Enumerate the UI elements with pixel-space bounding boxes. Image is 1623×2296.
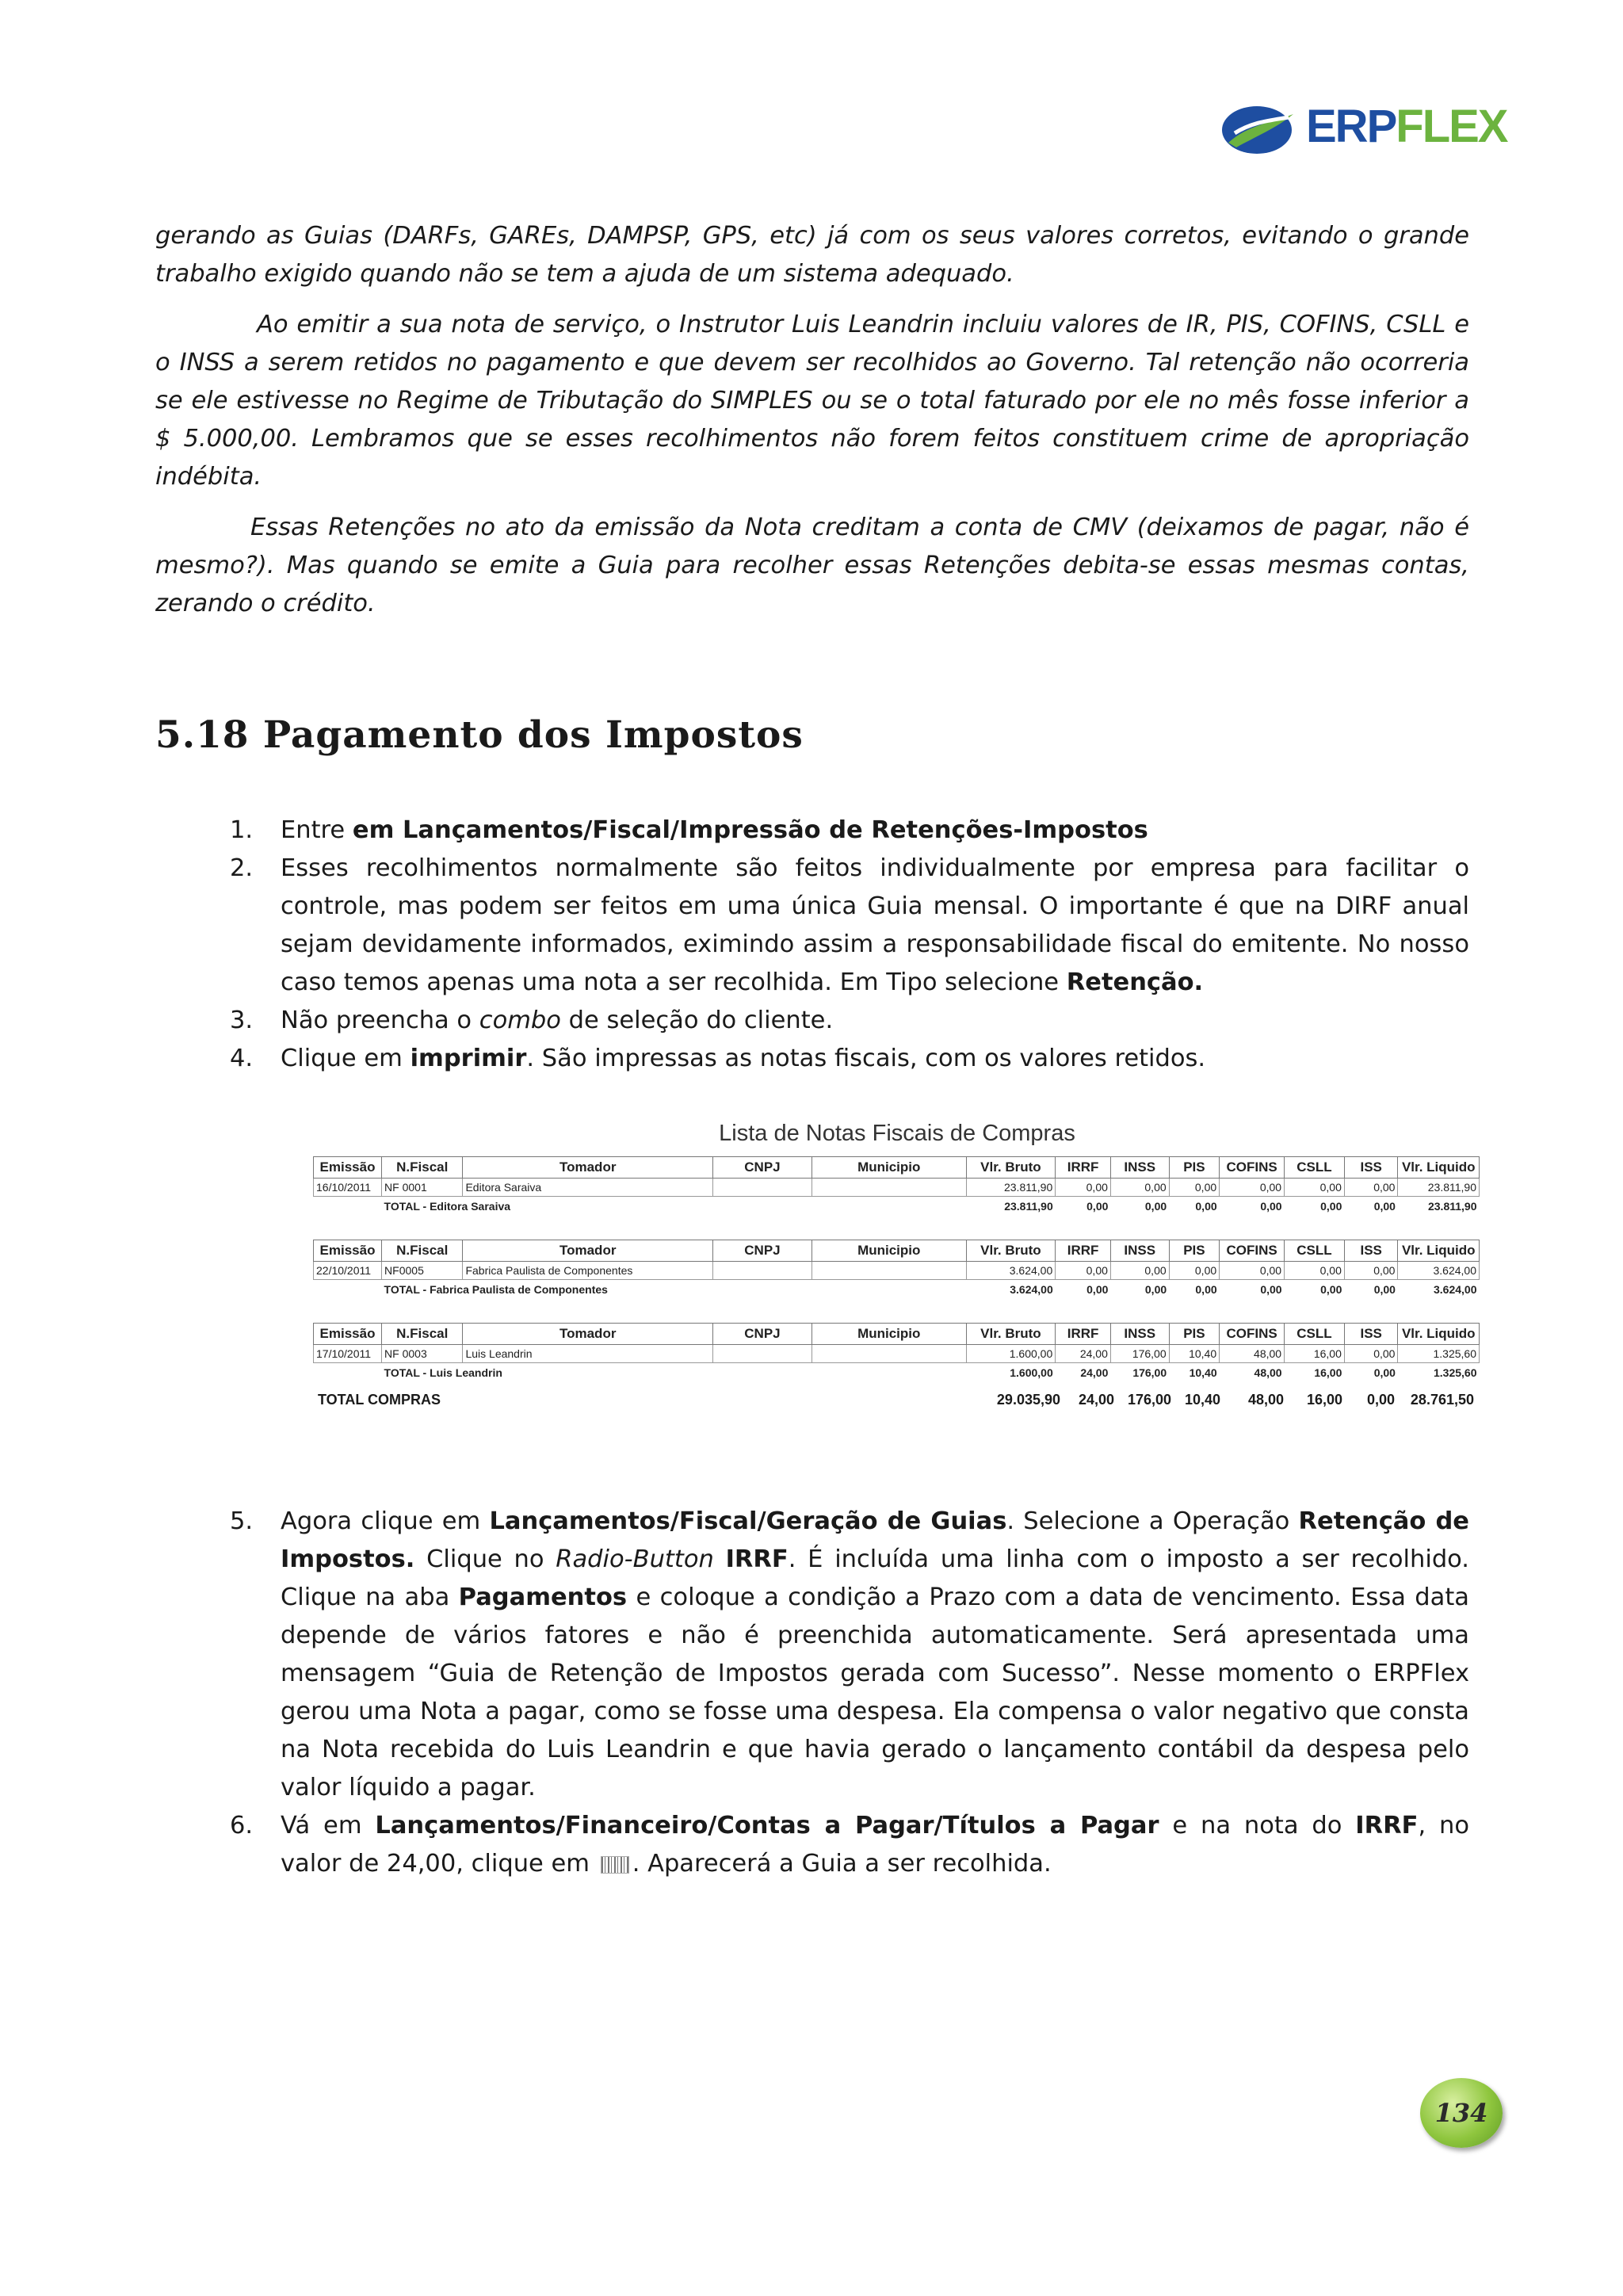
column-header: Emissão <box>314 1240 382 1262</box>
menu-path: Lançamentos/Financeiro/Contas a Pagar/Títulos a Pagar <box>375 1812 1159 1839</box>
table-cell: 0,00 <box>1169 1179 1220 1197</box>
operation-label: Retenção de Impostos. <box>281 1507 1469 1573</box>
group-total-cell: 1.600,00 <box>1010 1366 1053 1379</box>
table-cell <box>712 1262 812 1280</box>
group-total-cell: 0,00 <box>1260 1200 1282 1213</box>
table-cell: 0,00 <box>1056 1179 1111 1197</box>
table-cell: 3.624,00 <box>966 1262 1056 1280</box>
table-cell: 0,00 <box>1169 1262 1220 1280</box>
column-header: ISS <box>1344 1324 1398 1345</box>
erpflex-swoosh-icon <box>1220 101 1300 157</box>
table-cell: 23.811,90 <box>1398 1179 1480 1197</box>
step-text: e coloque a condição a Prazo com a data de vencimento. Essa data depende de vários fatores e não é preenchida automaticamente. Será apresentada uma mensagem “Guia de Retenção de Impostos gerada com Sucesso”. Nesse momento o ERPFlex gerou uma Nota a pagar, como se fosse uma despesa. Ela compensa o valor negativo que consta na Nota recebida do Luis Leandrin e que havia gerado o lançamento contábil da despesa pelo valor líquido a pagar. <box>281 1584 1469 1801</box>
table-cell: Luis Leandrin <box>463 1345 713 1363</box>
report-table <box>313 1156 1480 1216</box>
group-total-cell: 0,00 <box>1260 1283 1282 1296</box>
column-header: Tomador <box>463 1240 713 1262</box>
column-header: CNPJ <box>712 1157 812 1179</box>
group-total-cell: 0,00 <box>1086 1283 1109 1296</box>
table-cell: 22/10/2011 <box>314 1262 382 1280</box>
group-total-label: TOTAL - Editora Saraiva <box>384 1200 511 1213</box>
grand-total-cell: 29.035,90 <box>996 1392 1060 1408</box>
total-spacer <box>314 1197 382 1217</box>
group-total-row <box>314 1280 1480 1300</box>
report-group <box>313 1156 1481 1216</box>
step-number: 4. <box>230 1045 254 1072</box>
column-header: IRRF <box>1056 1240 1111 1262</box>
grand-total-cell: 10,40 <box>1184 1392 1220 1408</box>
column-header: CNPJ <box>712 1324 812 1345</box>
logo-flex-text: FLEX <box>1396 101 1507 152</box>
group-total-cell: 0,00 <box>1195 1200 1217 1213</box>
step-text: e na nota do <box>1159 1812 1356 1839</box>
table-cell: 0,00 <box>1344 1179 1398 1197</box>
column-header: ISS <box>1344 1240 1398 1262</box>
group-total-cell: 0,00 <box>1373 1283 1396 1296</box>
table-cell: 0,00 <box>1110 1262 1169 1280</box>
column-header: IRRF <box>1056 1157 1111 1179</box>
step-text: , no valor de 24,00, clique em <box>281 1812 1469 1878</box>
grand-total-cell: 176,00 <box>1127 1392 1171 1408</box>
step-number: 2. <box>230 854 254 882</box>
irrf-label: IRRF <box>725 1545 789 1573</box>
report-table <box>313 1323 1480 1382</box>
table-cell <box>812 1262 966 1280</box>
table-cell <box>712 1345 812 1363</box>
logo-erp-text: ERP <box>1306 101 1396 152</box>
step-text: Não preencha o <box>281 1007 479 1034</box>
step-text: Agora clique em <box>281 1507 490 1535</box>
table-cell: 48,00 <box>1220 1345 1285 1363</box>
group-total-cell: 0,00 <box>1320 1200 1342 1213</box>
menu-path: Lançamentos/Fiscal/Geração de Guias <box>489 1507 1007 1535</box>
group-total-cell: 0,00 <box>1144 1283 1167 1296</box>
column-header: INSS <box>1110 1324 1169 1345</box>
report-title: Lista de Notas Fiscais de Compras <box>719 1121 1075 1146</box>
group-total-row <box>314 1197 1480 1217</box>
table-cell: Editora Saraiva <box>463 1179 713 1197</box>
section-heading: 5.18 Pagamento dos Impostos <box>155 713 804 757</box>
table-cell: 1.600,00 <box>966 1345 1056 1363</box>
steps-list-a <box>155 812 1469 1078</box>
step-text: Clique no <box>414 1545 556 1573</box>
table-cell <box>812 1179 966 1197</box>
grand-total-cell: 16,00 <box>1306 1392 1342 1408</box>
group-total-cell: 10,40 <box>1189 1366 1217 1379</box>
report-groups <box>313 1156 1481 1382</box>
column-header: Vlr. Bruto <box>966 1324 1056 1345</box>
step-number: 5. <box>230 1507 254 1535</box>
table-cell: 10,40 <box>1169 1345 1220 1363</box>
step-1 <box>155 812 1469 850</box>
radio-button-term: Radio-Button <box>556 1545 714 1573</box>
column-header: COFINS <box>1220 1324 1285 1345</box>
table-cell: 0,00 <box>1220 1262 1285 1280</box>
column-header: IRRF <box>1056 1324 1111 1345</box>
table-cell: 17/10/2011 <box>314 1345 382 1363</box>
table-cell: NF0005 <box>382 1262 463 1280</box>
column-header: Municipio <box>812 1324 966 1345</box>
group-total-label: TOTAL - Fabrica Paulista de Componentes <box>384 1283 608 1296</box>
column-header: Vlr. Liquido <box>1398 1157 1480 1179</box>
column-header: CSLL <box>1285 1324 1345 1345</box>
group-total-cell: 0,00 <box>1144 1200 1167 1213</box>
table-cell: 16/10/2011 <box>314 1179 382 1197</box>
group-total-cell: 0,00 <box>1195 1283 1217 1296</box>
table-cell: 0,00 <box>1344 1345 1398 1363</box>
intro-section <box>155 217 1469 636</box>
column-header: INSS <box>1110 1240 1169 1262</box>
report-header-row <box>314 1240 1480 1262</box>
group-total-cell: 24,00 <box>1080 1366 1109 1379</box>
report-screenshot <box>313 1121 1481 1408</box>
total-spacer <box>314 1363 382 1383</box>
group-total-cell: 23.811,90 <box>1004 1200 1053 1213</box>
column-header: INSS <box>1110 1157 1169 1179</box>
table-cell: 3.624,00 <box>1398 1262 1480 1280</box>
total-spacer <box>314 1280 382 1300</box>
step-3 <box>155 1002 1469 1040</box>
group-total-cell: 48,00 <box>1254 1366 1282 1379</box>
combo-term: combo <box>479 1007 561 1034</box>
step-5 <box>155 1503 1469 1807</box>
step-text: Vá em <box>281 1812 376 1839</box>
step-number: 6. <box>230 1812 254 1839</box>
grand-total-cell: 48,00 <box>1247 1392 1284 1408</box>
column-header: Emissão <box>314 1157 382 1179</box>
option-label: Retenção. <box>1066 968 1204 996</box>
table-cell: 23.811,90 <box>966 1179 1056 1197</box>
group-total-cell: 3.624,00 <box>1434 1283 1477 1296</box>
step-text: Esses recolhimentos normalmente são feitos individualmente por empresa para facilitar o controle, mas podem ser feitos em uma única Guia mensal. O importante é que na DIRF anual sejam devidamente informados, eximindo assim a responsabilidade fiscal do emitente. No nosso caso temos apenas uma nota a ser recolhida. Em Tipo selecione <box>281 854 1469 996</box>
step-4 <box>155 1040 1469 1078</box>
logo-wordmark <box>1306 103 1507 151</box>
column-header: Vlr. Liquido <box>1398 1324 1480 1345</box>
column-header: Municipio <box>812 1157 966 1179</box>
group-total-row <box>314 1363 1480 1383</box>
column-header: CSLL <box>1285 1157 1345 1179</box>
column-header: PIS <box>1169 1324 1220 1345</box>
table-cell: 0,00 <box>1110 1179 1169 1197</box>
column-header: Vlr. Liquido <box>1398 1240 1480 1262</box>
group-total-cell: 16,00 <box>1314 1366 1342 1379</box>
report-group <box>313 1323 1481 1382</box>
report-header-row <box>314 1157 1480 1179</box>
group-total-cell: 0,00 <box>1320 1283 1342 1296</box>
step-6 <box>155 1807 1469 1883</box>
column-header: N.Fiscal <box>382 1240 463 1262</box>
table-cell: 1.325,60 <box>1398 1345 1480 1363</box>
group-total-cell: 1.325,60 <box>1434 1366 1477 1379</box>
page-number-badge <box>1420 2078 1503 2148</box>
table-cell: 24,00 <box>1056 1345 1111 1363</box>
grand-total-label: TOTAL COMPRAS <box>318 1392 441 1408</box>
table-cell: NF 0001 <box>382 1179 463 1197</box>
menu-path: em Lançamentos/Fiscal/Impressão de Retenções-Impostos <box>352 816 1148 844</box>
step-number: 1. <box>230 816 254 844</box>
table-row <box>314 1345 1480 1363</box>
step-number: 3. <box>230 1007 254 1034</box>
table-cell: 16,00 <box>1285 1345 1345 1363</box>
report-table <box>313 1240 1480 1299</box>
step-text: . Aparecerá a Guia a ser recolhida. <box>632 1850 1052 1878</box>
column-header: Vlr. Bruto <box>966 1157 1056 1179</box>
grand-total-cell: 24,00 <box>1078 1392 1114 1408</box>
report-group <box>313 1240 1481 1299</box>
table-cell <box>812 1345 966 1363</box>
column-header: Emissão <box>314 1324 382 1345</box>
grand-total-cell: 0,00 <box>1366 1392 1395 1408</box>
table-cell: 0,00 <box>1056 1262 1111 1280</box>
step-text: Clique em <box>281 1045 411 1072</box>
step-text <box>714 1545 726 1573</box>
intro-paragraph-3: Essas Retenções no ato da emissão da Nota creditam a conta de CMV (deixamos de pagar, não é mesmo?). Mas quando se emite a Guia para recolher essas Retenções debita-se essas mesmas contas, zerando o crédito. <box>155 514 1469 617</box>
payments-tab-label: Pagamentos <box>458 1584 628 1611</box>
column-header: Tomador <box>463 1157 713 1179</box>
table-cell: 0,00 <box>1220 1179 1285 1197</box>
group-total-cell: 0,00 <box>1373 1200 1396 1213</box>
step-text: . É incluída uma linha com o imposto a ser recolhido. Clique na aba <box>281 1545 1469 1611</box>
column-header: COFINS <box>1220 1157 1285 1179</box>
step-2 <box>155 850 1469 1002</box>
group-total-cell: 3.624,00 <box>1010 1283 1053 1296</box>
column-header: PIS <box>1169 1240 1220 1262</box>
table-cell: 0,00 <box>1285 1262 1345 1280</box>
step-text: de seleção do cliente. <box>560 1007 834 1034</box>
table-cell: 0,00 <box>1285 1179 1345 1197</box>
grand-total-cell: 28.761,50 <box>1410 1392 1474 1408</box>
erpflex-logo <box>1220 97 1507 160</box>
column-header: COFINS <box>1220 1240 1285 1262</box>
table-cell: 0,00 <box>1344 1262 1398 1280</box>
table-cell: 176,00 <box>1110 1345 1169 1363</box>
step-text: . São impressas as notas fiscais, com os valores retidos. <box>526 1045 1206 1072</box>
table-row <box>314 1179 1480 1197</box>
step-text: . Selecione a Operação <box>1006 1507 1299 1535</box>
print-label: imprimir <box>410 1045 527 1072</box>
group-total-cell: 0,00 <box>1086 1200 1109 1213</box>
table-row <box>314 1262 1480 1280</box>
column-header: Vlr. Bruto <box>966 1240 1056 1262</box>
column-header: CSLL <box>1285 1240 1345 1262</box>
column-header: Tomador <box>463 1324 713 1345</box>
column-header: CNPJ <box>712 1240 812 1262</box>
irrf-label: IRRF <box>1355 1812 1419 1839</box>
column-header: N.Fiscal <box>382 1324 463 1345</box>
group-total-cell: 23.811,90 <box>1427 1200 1477 1213</box>
column-header: Municipio <box>812 1240 966 1262</box>
intro-paragraph-1: gerando as Guias (DARFs, GAREs, DAMPSP, GPS, etc) já com os seus valores corretos, evitando o grande trabalho exigido quando não se tem a ajuda de um sistema adequado. <box>155 222 1469 288</box>
group-total-label: TOTAL - Luis Leandrin <box>384 1366 502 1379</box>
table-cell: Fabrica Paulista de Componentes <box>463 1262 713 1280</box>
table-cell: NF 0003 <box>382 1345 463 1363</box>
barcode-icon <box>601 1856 629 1874</box>
table-cell <box>712 1179 812 1197</box>
grand-total-row <box>313 1392 1481 1408</box>
column-header: PIS <box>1169 1157 1220 1179</box>
page-number: 134 <box>1434 2098 1488 2128</box>
intro-paragraph-2: Ao emitir a sua nota de serviço, o Instrutor Luis Leandrin incluiu valores de IR, PIS, COFINS, CSLL e o INSS a serem retidos no pagamento e que devem ser recolhidos ao Governo. Tal retenção não ocorreria se ele estivesse no Regime de Tributação do SIMPLES ou se o total faturado por ele no mês fosse inferior a $ 5.000,00. Lembramos que se esses recolhimentos não forem feitos constituem crime de apropriação indébita. <box>155 311 1469 491</box>
steps-list-b <box>155 1503 1469 1883</box>
column-header: N.Fiscal <box>382 1157 463 1179</box>
group-total-cell: 0,00 <box>1373 1366 1396 1379</box>
group-total-cell: 176,00 <box>1132 1366 1167 1379</box>
column-header: ISS <box>1344 1157 1398 1179</box>
report-header-row <box>314 1324 1480 1345</box>
step-text: Entre <box>281 816 353 844</box>
